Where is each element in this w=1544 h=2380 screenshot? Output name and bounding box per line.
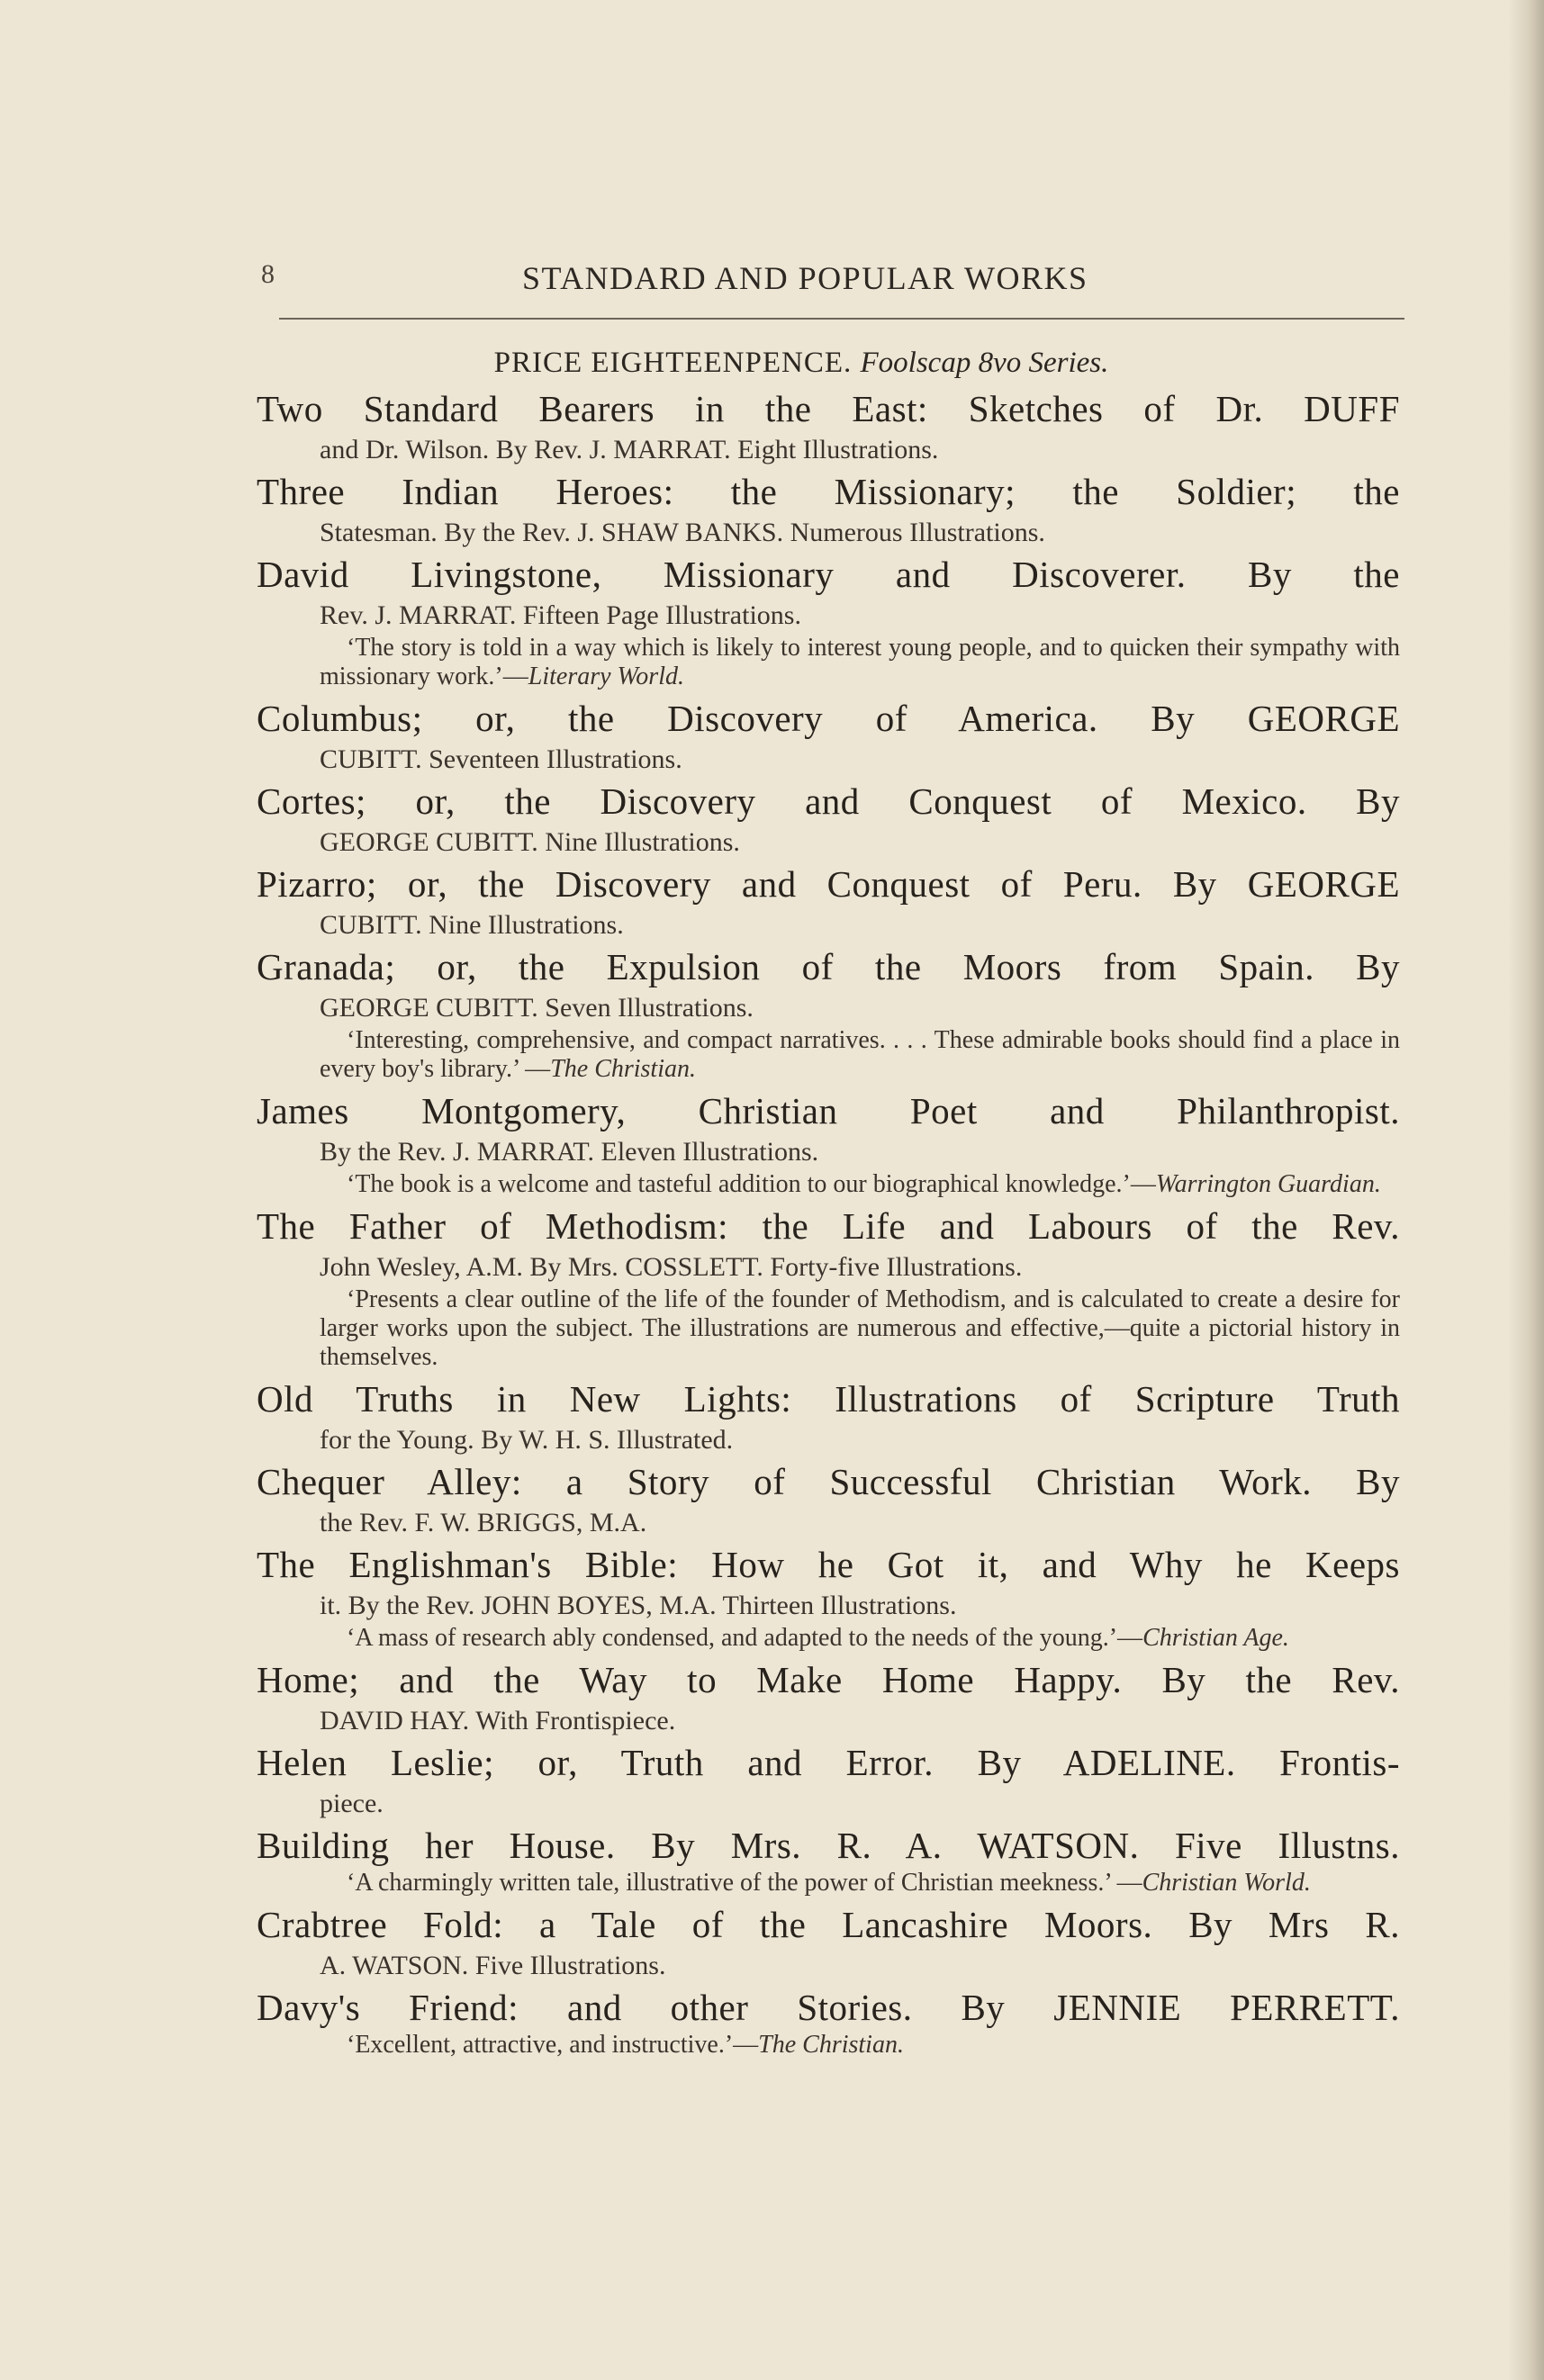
book-entry xyxy=(257,1822,1400,1898)
book-title: Building her House. By Mrs. R. A. WATSON. Five Illustns. xyxy=(257,1825,1400,1866)
book-title: Davy's Friend: and other Stories. By JENNIE PERRETT. xyxy=(257,1987,1400,2028)
quote-source: The Christian. xyxy=(758,2031,904,2059)
book-entry xyxy=(257,1739,1400,1822)
book-title: The Englishman's Bible: How he Got it, and Why he Keeps xyxy=(257,1544,1400,1585)
quote-text: ‘Interesting, comprehensive, and compact narratives. . . . These admirable books should find a place in every boy's library.’ — xyxy=(320,1026,1400,1083)
header-rule xyxy=(279,318,1404,320)
book-entry xyxy=(257,1458,1400,1541)
quote-text: ‘The book is a welcome and tasteful addition to our biographical knowledge.’— xyxy=(347,1170,1156,1198)
review-quote xyxy=(257,2031,1400,2060)
book-title: Home; and the Way to Make Home Happy. By the Rev. xyxy=(257,1659,1400,1700)
book-entry xyxy=(257,1087,1400,1199)
book-description: By the Rev. J. MARRAT. Eleven Illustrations. xyxy=(320,1137,819,1167)
page-edge-shadow xyxy=(1508,0,1544,2380)
quote-text: ‘A mass of research ably condensed, and adapted to the needs of the young.’— xyxy=(347,1624,1143,1652)
book-entry xyxy=(257,1541,1400,1653)
book-entry xyxy=(257,385,1400,468)
book-entry xyxy=(257,551,1400,691)
book-title: Three Indian Heroes: the Missionary; the Soldier; the xyxy=(257,471,1400,512)
book-description: it. By the Rev. JOHN BOYES, M.A. Thirteen Illustrations. xyxy=(320,1591,957,1620)
book-description: Statesman. By the Rev. J. SHAW BANKS. Numerous Illustrations. xyxy=(320,518,1045,547)
quote-text: ‘Excellent, attractive, and instructive.’— xyxy=(347,2031,759,2059)
series-price: PRICE EIGHTEENPENCE. xyxy=(493,347,853,379)
book-title: Cortes; or, the Discovery and Conquest of Mexico. By xyxy=(257,780,1400,822)
book-title: Helen Leslie; or, Truth and Error. By ADELINE. Frontis- xyxy=(257,1742,1400,1783)
review-quote xyxy=(257,634,1400,691)
book-entry xyxy=(257,861,1400,943)
book-description: John Wesley, A.M. By Mrs. COSSLETT. Forty-five Illustrations. xyxy=(320,1252,1023,1282)
book-description: CUBITT. Nine Illustrations. xyxy=(320,910,624,940)
book-description: Rev. J. MARRAT. Fifteen Page Illustrations. xyxy=(320,600,801,630)
book-title: James Montgomery, Christian Poet and Philanthropist. xyxy=(257,1090,1400,1131)
book-entry xyxy=(257,695,1400,778)
page-header xyxy=(261,259,1404,304)
page-number: 8 xyxy=(261,259,275,289)
book-title: Crabtree Fold: a Tale of the Lancashire Moors. By Mrs R. xyxy=(257,1904,1400,1945)
book-entry xyxy=(257,1203,1400,1372)
series-format: Foolscap 8vo Series. xyxy=(860,347,1109,379)
book-description: for the Young. By W. H. S. Illustrated. xyxy=(320,1425,734,1455)
quote-source: Christian World. xyxy=(1142,1869,1311,1897)
quote-source: The Christian. xyxy=(550,1055,696,1083)
book-entry xyxy=(257,1375,1400,1458)
quote-source: Warrington Guardian. xyxy=(1155,1170,1381,1198)
book-title: Granada; or, the Expulsion of the Moors from Spain. By xyxy=(257,946,1400,987)
quote-text: ‘A charmingly written tale, illustrative of the power of Christian meekness.’ — xyxy=(347,1869,1142,1897)
book-entry xyxy=(257,943,1400,1084)
book-entry xyxy=(257,1901,1400,1984)
book-title: The Father of Methodism: the Life and Labours of the Rev. xyxy=(257,1205,1400,1247)
quote-source: Christian Age. xyxy=(1142,1624,1289,1652)
book-title: Two Standard Bearers in the East: Sketches of Dr. DUFF xyxy=(257,388,1400,429)
book-title: David Livingstone, Missionary and Discoverer. By the xyxy=(257,554,1400,595)
book-description: the Rev. F. W. BRIGGS, M.A. xyxy=(320,1508,647,1537)
book-entry xyxy=(257,778,1400,861)
book-title: Chequer Alley: a Story of Successful Christian Work. By xyxy=(257,1461,1400,1502)
review-quote xyxy=(257,1869,1400,1898)
book-description: CUBITT. Seventeen Illustrations. xyxy=(320,744,682,774)
book-description: piece. xyxy=(320,1789,384,1818)
book-description: GEORGE CUBITT. Seven Illustrations. xyxy=(320,993,754,1023)
book-entry xyxy=(257,1984,1400,2060)
review-quote xyxy=(257,1624,1400,1653)
entries-container xyxy=(257,385,1400,2060)
book-list xyxy=(257,347,1400,2063)
book-entry xyxy=(257,1656,1400,1739)
quote-text: ‘Presents a clear outline of the life of the founder of Methodism, and is calculated to create a desire for larger works upon the subject. The illustrations are numerous and effective,—quite a pictorial history in themselves. xyxy=(320,1285,1400,1371)
book-title: Pizarro; or, the Discovery and Conquest of Peru. By GEORGE xyxy=(257,863,1400,905)
running-head: STANDARD AND POPULAR WORKS xyxy=(522,260,1088,296)
book-description: A. WATSON. Five Illustrations. xyxy=(320,1951,666,1980)
quote-text: ‘The story is told in a way which is likely to interest young people, and to quicken their sympathy with missionary work.’— xyxy=(320,634,1400,690)
quote-source: Literary World. xyxy=(528,663,684,690)
review-quote xyxy=(257,1285,1400,1372)
book-description: GEORGE CUBITT. Nine Illustrations. xyxy=(320,827,740,857)
book-title: Columbus; or, the Discovery of America. By GEORGE xyxy=(257,698,1400,739)
book-description: DAVID HAY. With Frontispiece. xyxy=(320,1706,676,1735)
book-title: Old Truths in New Lights: Illustrations of Scripture Truth xyxy=(257,1378,1400,1420)
book-description: and Dr. Wilson. By Rev. J. MARRAT. Eight Illustrations. xyxy=(320,435,939,464)
book-entry xyxy=(257,468,1400,551)
review-quote xyxy=(257,1170,1400,1199)
series-heading xyxy=(257,347,1400,380)
review-quote xyxy=(257,1026,1400,1084)
